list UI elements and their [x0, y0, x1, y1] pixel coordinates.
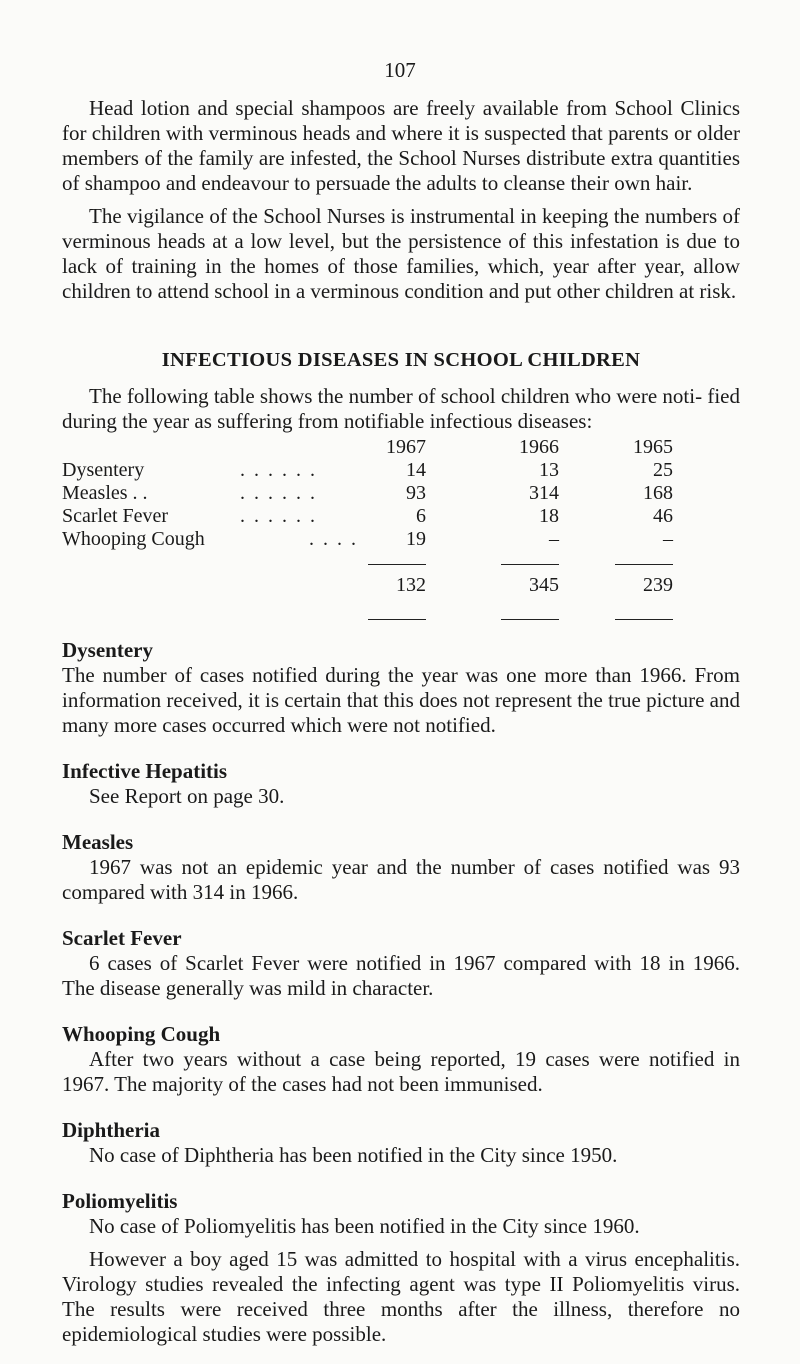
row-label: Whooping Cough [62, 528, 205, 550]
section-paragraph: See Report on page 30. [89, 784, 285, 808]
section-paragraph: No case of Poliomyelitis has been notified in the City since 1960. [89, 1214, 640, 1238]
table-intro: The following table shows the number of school children who were noti- fied during the year as suffering from notifiable infectious diseases: [62, 384, 740, 433]
table-total-row [62, 565, 673, 597]
table-row [62, 505, 673, 528]
page-content [62, 96, 740, 1364]
cell-value: 13 [539, 459, 559, 481]
section-poliomyelitis [62, 1189, 740, 1347]
section-diphtheria [62, 1118, 740, 1168]
section-paragraph: No case of Diphtheria has been notified in the City since 1950. [89, 1143, 618, 1167]
section-heading: Scarlet Fever [62, 926, 182, 950]
disease-table [62, 436, 673, 620]
cell-value: 18 [539, 505, 559, 527]
leader-dots: . . . . [309, 528, 358, 550]
section-whooping-cough [62, 1022, 740, 1097]
cell-value: 14 [406, 459, 426, 481]
row-label: Dysentery [62, 459, 145, 481]
section-dysentery [62, 638, 740, 738]
cell-value: 19 [406, 528, 426, 550]
intro-paragraph-2: The vigilance of the School Nurses is instrumental in keeping the numbers of verminous heads at a low level, but the persistence of this infestation is due to lack of training in the homes of those families, which, year after year, allow children to attend school in a verminous condition and put other children at risk. [62, 204, 740, 303]
section-paragraph: 6 cases of Scarlet Fever were notified in 1967 compared with 18 in 1966. The disease generally was mild in character. [62, 951, 740, 1000]
rule-row [62, 597, 673, 620]
cell-value: 25 [653, 459, 673, 481]
year-header: 1965 [633, 436, 673, 458]
section-measles [62, 830, 740, 905]
intro-paragraph-1: Head lotion and special shampoos are freely available from School Clinics for children with verminous heads and where it is suspected that parents or older members of the family are infested, the School Nurses distribute extra quantities of shampoo and endeavour to persuade the adults to cleanse their own hair. [62, 96, 740, 195]
row-label: Measles . . [62, 482, 148, 504]
section-paragraph: After two years without a case being reported, 19 cases were notified in 1967. The majority of the cases had not been immunised. [62, 1047, 740, 1096]
section-heading: Infective Hepatitis [62, 759, 228, 783]
year-header: 1967 [386, 436, 426, 458]
leader-dots: . . . . . . [240, 505, 317, 527]
cell-value: 93 [406, 482, 426, 504]
section-heading: Poliomyelitis [62, 1189, 178, 1213]
total-value: 239 [643, 574, 673, 596]
section-paragraph: However a boy aged 15 was admitted to hospital with a virus encephalitis. Virology studies revealed the infecting agent was type II Poliomyelitis virus. The results were received three months after the illness, therefore no epidemiological studies were possible. [62, 1247, 740, 1346]
cell-value: 46 [653, 505, 673, 527]
cell-value: – [549, 528, 559, 550]
leader-dots: . . . . . . [240, 482, 317, 504]
cell-value: – [663, 528, 673, 550]
page-number: 107 [384, 58, 416, 82]
section-heading: Whooping Cough [62, 1022, 221, 1046]
leader-dots: . . . . . . [240, 459, 317, 481]
cell-value: 314 [529, 482, 559, 504]
table-row [62, 459, 673, 482]
total-value: 132 [396, 574, 426, 596]
section-heading: Dysentery [62, 638, 153, 662]
section-heading: Measles [62, 830, 134, 854]
rule-row [62, 551, 673, 565]
cell-value: 168 [643, 482, 673, 504]
section-title: INFECTIOUS DISEASES IN SCHOOL CHILDREN [161, 349, 641, 371]
table-row [62, 528, 673, 551]
year-header: 1966 [519, 436, 559, 458]
section-paragraph: The number of cases notified during the year was one more than 1966. From information received, it is certain that this does not represent the true picture and many more cases occurred which were not notified. [62, 663, 740, 737]
section-infective-hepatitis [62, 759, 740, 809]
total-value: 345 [529, 574, 559, 596]
table-header-row [62, 436, 673, 459]
row-label: Scarlet Fever [62, 505, 169, 527]
table-row [62, 482, 673, 505]
section-heading: Diphtheria [62, 1118, 161, 1142]
section-paragraph: 1967 was not an epidemic year and the number of cases notified was 93 compared with 314 in 1966. [62, 855, 740, 904]
cell-value: 6 [416, 505, 426, 527]
section-scarlet-fever [62, 926, 740, 1001]
